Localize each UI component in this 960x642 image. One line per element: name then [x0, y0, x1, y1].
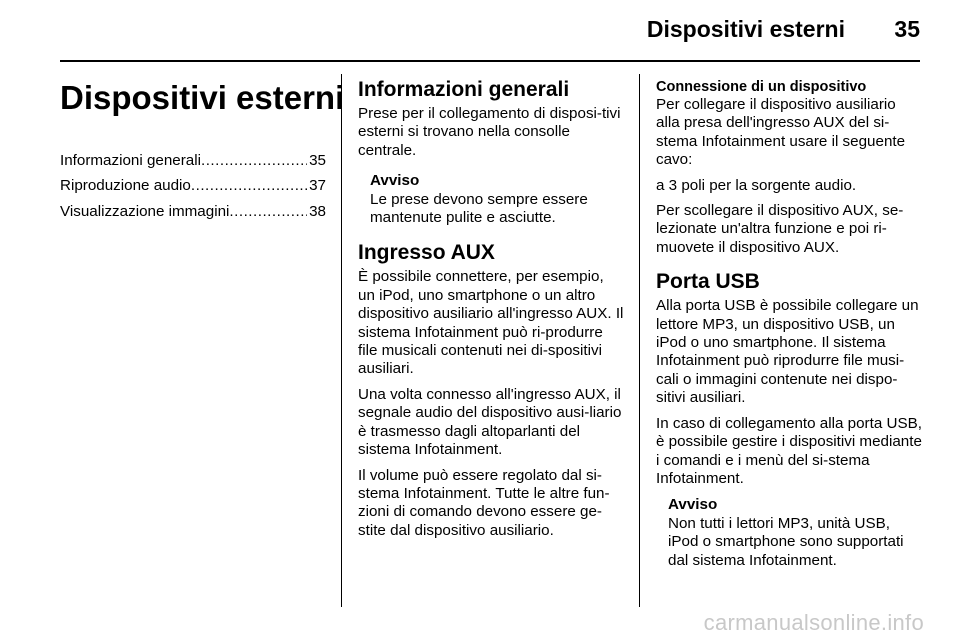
note-box: [370, 172, 624, 227]
watermark: carmanualsonline.info: [703, 610, 924, 635]
toc-entry[interactable]: [60, 152, 326, 170]
intro-paragraph: Prese per il collegamento di disposi-tivi esterni si trovano nella consolle centrale.: [358, 105, 621, 159]
subheading-connection: Connessione di un dispositivo: [656, 79, 867, 95]
toc-label: Riproduzione audio: [60, 177, 191, 195]
column-general-info: [358, 78, 624, 547]
toc-leader: [201, 152, 307, 170]
toc-entry[interactable]: [60, 203, 326, 221]
toc-page: 35: [309, 152, 326, 169]
column-divider-right: [639, 74, 640, 607]
note-text: Le prese devono sempre essere mantenute pulite e asciutte.: [370, 190, 588, 227]
column-toc: [60, 78, 345, 228]
connection-paragraph-3: Per scollegare il dispositivo AUX, se-lezionate un'altra funzione e poi ri-muovete il dispositivo AUX.: [656, 202, 904, 256]
section-heading-usb: Porta USB: [656, 270, 760, 294]
toc-page: 38: [309, 202, 326, 220]
running-title: Dispositivi esterni: [646, 16, 845, 42]
aux-paragraph-1: È possibile connettere, per esempio, un iPod, uno smartphone o un altro dispositivo ausiliario all'ingresso AUX. Il sistema Infotainment può ri-produrre file musicali contenuti nei di-spositivi ausiliari.: [358, 268, 624, 378]
note-title: Avviso: [668, 496, 718, 514]
toc-label: Visualizzazione immagini: [60, 202, 230, 220]
usb-paragraph-2: In caso di collegamento alla porta USB, è possibile gestire i dispositivi mediante i comandi e i menù del si-stema Infotainment.: [656, 414, 922, 487]
toc-page: 37: [309, 177, 326, 195]
aux-paragraph-3: Il volume può essere regolato dal si-stema Infotainment. Tutte le altre fun-zioni di comando devono essere ge-stite dal dispositivo ausiliario.: [358, 466, 610, 539]
connection-paragraph-1: Per collegare il dispositivo ausiliario alla presa dell'ingresso AUX del si-stema Infotainment usare il seguente cavo:: [656, 96, 906, 169]
toc-label: Informazioni generali: [60, 152, 201, 169]
page-number: 35: [894, 16, 920, 42]
toc-leader: [229, 203, 307, 221]
toc-leader: [191, 177, 307, 195]
column-divider-left: [341, 74, 342, 607]
usb-paragraph-1: Alla porta USB è possibile collegare un lettore MP3, un dispositivo USB, un iPod o uno smartphone. Il sistema Infotainment può riprodurre file musi-cali o immagini contenute nei dispo-sitivi ausiliari.: [656, 297, 919, 407]
connection-paragraph-2: a 3 poli per la sorgente audio.: [656, 176, 857, 194]
header-rule: [60, 60, 920, 62]
chapter-title: Dispositivi esterni: [60, 79, 345, 116]
aux-paragraph-2: Una volta connesso all'ingresso AUX, il segnale audio del dispositivo ausi-liario è trasmesso dagli altoparlanti del sistema Infotainment.: [358, 385, 622, 459]
section-heading-general: Informazioni generali: [358, 78, 570, 101]
note-title: Avviso: [370, 172, 420, 190]
column-connection: [656, 78, 922, 578]
note-text: Non tutti i lettori MP3, unità USB, iPod o smartphone sono supportati dal sistema Infotainment.: [668, 514, 904, 569]
toc-entry[interactable]: [60, 177, 326, 195]
section-heading-aux: Ingresso AUX: [358, 241, 495, 265]
note-box: [668, 496, 922, 570]
page-header: [60, 16, 920, 46]
